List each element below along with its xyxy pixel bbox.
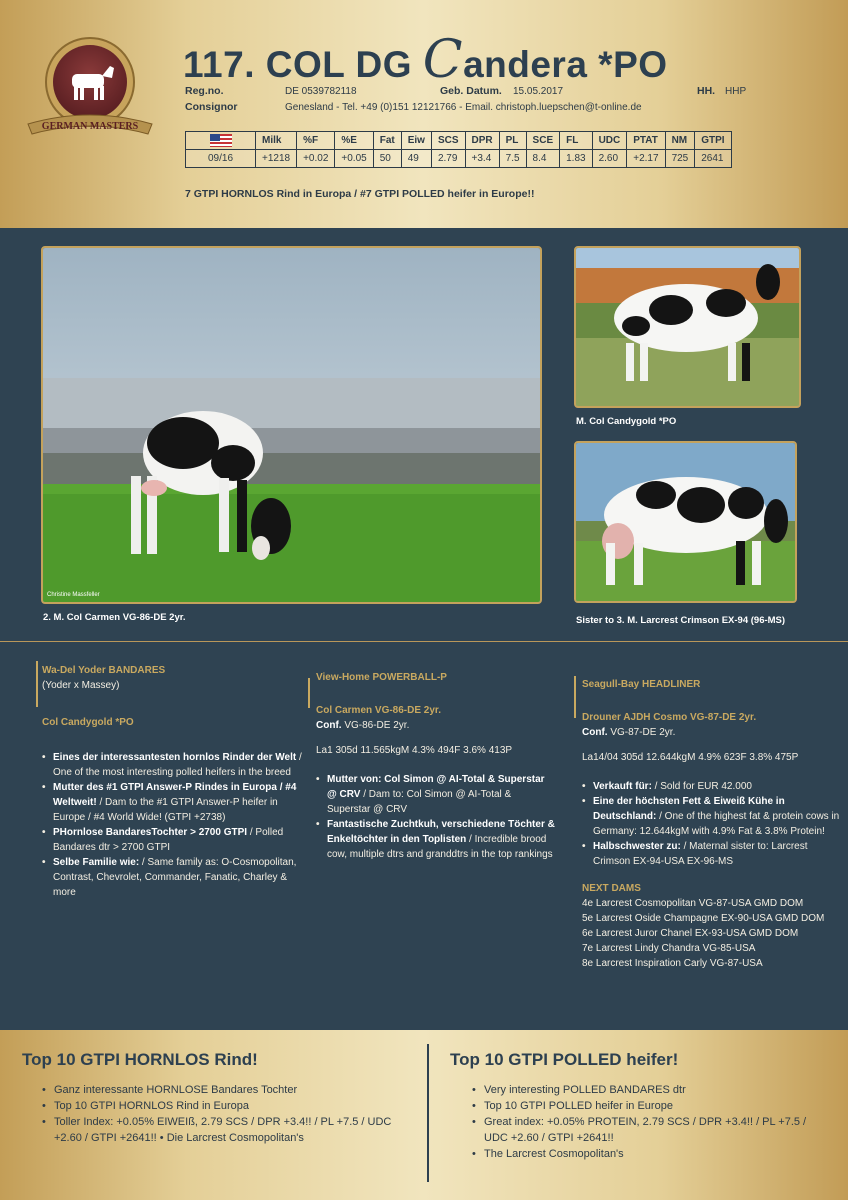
section-divider: [0, 641, 848, 642]
dam-photo-caption: M. Col Candygold *PO: [576, 416, 677, 427]
list-item: • Top 10 GTPI HORNLOS Rind in Europa: [42, 1098, 412, 1114]
list-item: • Great index: +0.05% PROTEIN, 2.79 SCS / DPR +3.4!! / PL +7.5 / UDC +2.60 / GTPI +2641!!: [472, 1114, 812, 1146]
index-value: +3.4: [465, 150, 499, 168]
list-item: • PHornlose BandaresTochter > 2700 GTPI / Polled Bandares dtr > 2700 GTPI: [42, 825, 302, 855]
dam-name: Drouner AJDH Cosmo VG-87-DE 2yr.: [582, 712, 757, 723]
index-value: +0.02: [297, 150, 335, 168]
conf-line: Conf. VG-87-DE 2yr.: [582, 727, 676, 738]
next-dam: 4e Larcrest Cosmopolitan VG-87-USA GMD DOM: [582, 898, 804, 909]
sire-name: Seagull-Bay HEADLINER: [582, 679, 701, 690]
pedigree-column-3: [582, 677, 844, 971]
conf-line: Conf. VG-86-DE 2yr.: [316, 720, 410, 731]
dam-facts-list: [42, 750, 302, 900]
index-header: PTAT: [627, 132, 665, 150]
pedigree-bar: [308, 678, 310, 708]
index-header: SCS: [431, 132, 465, 150]
list-item: • The Larcrest Cosmopolitan's: [472, 1146, 812, 1162]
index-header: %F: [297, 132, 335, 150]
footer-divider: [427, 1044, 429, 1182]
dam-facts-list: [582, 779, 844, 869]
pedigree-column-1: [42, 663, 302, 900]
list-item: • Eines der interessantesten hornlos Rinder der Welt / One of the most interesting polled heifers in the breed: [42, 750, 302, 780]
dob-label: Geb. Datum.: [440, 85, 502, 97]
standing-cow-image: [576, 443, 795, 601]
consignor-value: Genesland - Tel. +49 (0)151 12121766 - Email. christoph.luepschen@t-online.de: [285, 102, 642, 113]
pedigree-bar: [36, 661, 38, 707]
reg-value: DE 0539782118: [285, 86, 357, 97]
index-header: %E: [335, 132, 373, 150]
list-item: • Top 10 GTPI POLLED heifer in Europe: [472, 1098, 812, 1114]
index-table: [185, 131, 732, 168]
index-value: 49: [401, 150, 431, 168]
list-item: • Selbe Familie wie: / Same family as: O-Cosmopolitan, Contrast, Chevrolet, Commander, Fanatic, Charley & more: [42, 855, 302, 900]
consignor-label: Consignor: [185, 101, 238, 113]
name-rest: andera *PO: [463, 44, 668, 85]
footer-right-list: [472, 1082, 812, 1162]
dam-name: Col Candygold *PO: [42, 717, 134, 728]
list-item: • Very interesting POLLED BANDARES dtr: [472, 1082, 812, 1098]
list-item: • Mutter des #1 GTPI Answer-P Rindes in Europa / #4 Weltweit! / Dam to the #1 GTPI Answer-P heifer in Europe / #4 World Wide! (GTPI +2738): [42, 780, 302, 825]
next-dam: 6e Larcrest Juror Chanel EX-93-USA GMD DOM: [582, 928, 799, 939]
logo-text: GERMAN MASTERS: [41, 121, 139, 132]
sire-sub: (Yoder x Massey): [42, 680, 120, 691]
name-script-initial: C: [422, 30, 464, 90]
sister-photo-caption: Sister to 3. M. Larcrest Crimson EX-94 (96-MS): [576, 615, 786, 626]
standing-cow-image: [576, 248, 799, 406]
dam-facts-list: [316, 772, 556, 862]
index-value: 2.60: [592, 150, 627, 168]
index-value: +1218: [256, 150, 297, 168]
index-value: +0.05: [335, 150, 373, 168]
lactation-record: La1 305d 11.565kgM 4.3% 494F 3.6% 413P: [316, 745, 513, 756]
index-header: SCE: [526, 132, 560, 150]
index-value: 2641: [695, 150, 731, 168]
sire-name: View-Home POWERBALL-P: [316, 672, 447, 683]
index-header-row: [186, 132, 732, 150]
index-header: Fat: [373, 132, 401, 150]
page-title: [183, 30, 668, 90]
flag-cell: [186, 132, 256, 150]
index-value: 2.79: [431, 150, 465, 168]
list-item: • Eine der höchsten Fett & Eiweiß Kühe in Deutschland: / One of the highest fat & protein cows in Germany: 12.644kgM with 4.9% Fat & 3.8% Protein!: [582, 794, 844, 839]
dam-name: Col Carmen VG-86-DE 2yr.: [316, 705, 442, 716]
list-item: • Ganz interessante HORNLOSE Bandares Tochter: [42, 1082, 412, 1098]
index-header: DPR: [465, 132, 499, 150]
photo-credit: Christine Massfeller: [47, 592, 100, 598]
main-photo-caption: 2. M. Col Carmen VG-86-DE 2yr.: [43, 612, 186, 623]
main-cow-photo: [41, 246, 542, 604]
grazing-cow-image: [43, 248, 540, 602]
footer-right-title: Top 10 GTPI POLLED heifer!: [450, 1050, 679, 1069]
next-dam: 8e Larcrest Inspiration Carly VG-87-USA: [582, 958, 763, 969]
next-dams-label: NEXT DAMS: [582, 883, 641, 894]
header-band: [0, 0, 848, 228]
pedigree-bar: [574, 676, 576, 718]
index-value: 8.4: [526, 150, 560, 168]
index-header: Eiw: [401, 132, 431, 150]
index-header: Milk: [256, 132, 297, 150]
usa-flag-icon: [210, 134, 232, 147]
dam-photo: [574, 246, 801, 408]
index-value: 7.5: [499, 150, 526, 168]
hh-value: HHP: [725, 86, 747, 97]
index-date: 09/16: [186, 150, 256, 168]
list-item: • Verkauft für: / Sold for EUR 42.000: [582, 779, 844, 794]
index-header: PL: [499, 132, 526, 150]
index-header: FL: [560, 132, 592, 150]
footer-band: [0, 1030, 848, 1200]
index-value: 50: [373, 150, 401, 168]
footer-left-title: Top 10 GTPI HORNLOS Rind!: [22, 1050, 258, 1069]
lot-number: 117.: [183, 44, 255, 85]
index-value-row: [186, 150, 732, 168]
list-item: • Mutter von: Col Simon @ AI-Total & Superstar @ CRV / Dam to: Col Simon @ AI-Total & Superstar @ CRV: [316, 772, 556, 817]
pedigree-column-2: [316, 670, 556, 862]
lactation-record: La14/04 305d 12.644kgM 4.9% 623F 3.8% 475P: [582, 752, 799, 763]
index-value: 1.83: [560, 150, 592, 168]
list-item: • Halbschwester zu: / Maternal sister to: Larcrest Crimson EX-94-USA EX-96-MS: [582, 839, 844, 869]
index-header: UDC: [592, 132, 627, 150]
index-header: NM: [665, 132, 695, 150]
name-prefix: COL DG: [265, 44, 412, 85]
next-dam: 5e Larcrest Oside Champagne EX-90-USA GMD DOM: [582, 913, 825, 924]
sister-photo: [574, 441, 797, 603]
index-value: 725: [665, 150, 695, 168]
hh-label: HH.: [697, 85, 716, 97]
next-dam: 7e Larcrest Lindy Chandra VG-85-USA: [582, 943, 756, 954]
list-item: • Fantastische Zuchtkuh, verschiedene Töchter & Enkeltöchter in den Toplisten / Incredible brood cow, multiple dtrs and granddtrs in the top rankings: [316, 817, 556, 862]
tagline: 7 GTPI HORNLOS Rind in Europa / #7 GTPI POLLED heifer in Europe!!: [185, 188, 535, 200]
footer-left-list: [42, 1082, 412, 1146]
index-value: +2.17: [627, 150, 665, 168]
dob-value: 15.05.2017: [513, 86, 564, 97]
german-masters-logo: [22, 36, 158, 140]
list-item: • Toller Index: +0.05% EIWEIß, 2.79 SCS / DPR +3.4!! / PL +7.5 / UDC +2.60 / GTPI +2641!! • Die Larcrest Cosmopolitan's: [42, 1114, 412, 1146]
reg-label: Reg.no.: [185, 85, 224, 97]
sire-name: Wa-Del Yoder BANDARES: [42, 665, 166, 676]
index-header: GTPI: [695, 132, 731, 150]
